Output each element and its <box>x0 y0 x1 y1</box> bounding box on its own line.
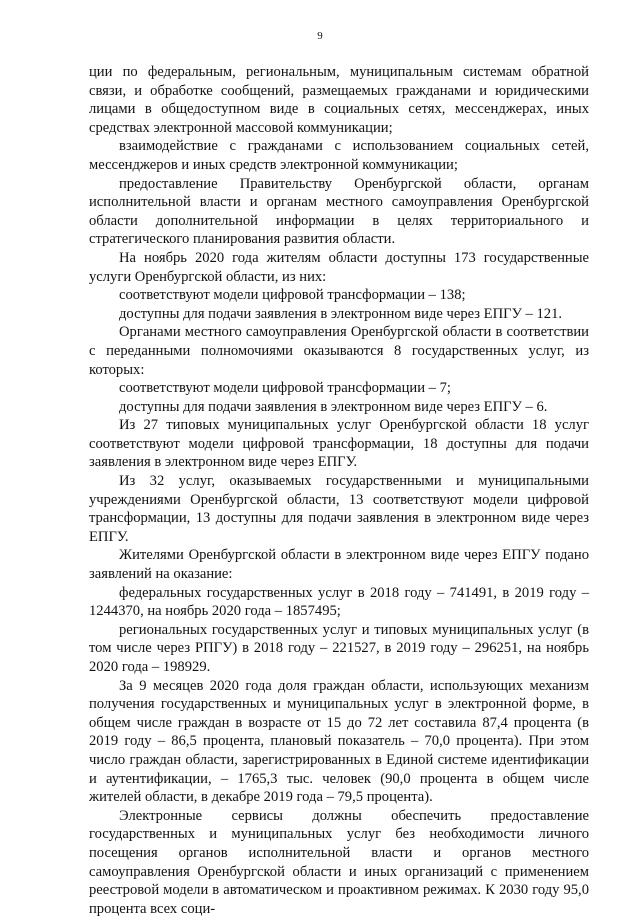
paragraph: Электронные сервисы должны обеспечить предоставление государственных и муниципальных услуг без необходимости личного посещения органов исполнительной власти и органов местного самоуправления Оренбургской области и иных организаций с применением реестровой модели в автоматическом и проактивном режимах. К 2030 году 95,0 процента всех соци- <box>89 807 589 917</box>
paragraph-list-item: доступны для подачи заявления в электронном виде через ЕПГУ – 121. <box>119 305 563 322</box>
paragraph-list-item: федеральных государственных услуг в 2018 году – 741491, в 2019 году – 1244370, на ноябрь 2020 года – 1857495; <box>89 584 589 620</box>
paragraph: За 9 месяцев 2020 года доля граждан области, использующих механизм получения государственных и муниципальных услуг в электронной форме, в общем числе граждан в возрасте от 15 до 72 лет составила 87,4 процента (в 2019 году – 86,5 процента, плановый показатель – 70,0 процента). При этом число граждан области, зарегистрированных в Единой системе идентификации и аутентификации, – 1765,3 тыс. человек (90,0 процента в общем числе жителей области, в декабре 2019 года – 79,5 процента). <box>89 677 589 806</box>
paragraph-list-item: доступны для подачи заявления в электронном виде через ЕПГУ – 6. <box>119 398 548 415</box>
paragraph-list-item: предоставление Правительству Оренбургской области, органам исполнительной власти и органам местного самоуправления Оренбургской области дополнительной информации в целях территориального и стратегического планирования развития области. <box>89 175 589 248</box>
body-text <box>89 63 589 918</box>
paragraph: Органами местного самоуправления Оренбургской области в соответствии с переданными полномочиями оказываются 8 государственных услуг, из которых: <box>89 324 589 378</box>
paragraph-list-item: региональных государственных услуг и типовых муниципальных услуг (в том числе через РПГУ) в 2018 году – 221527, в 2019 году – 296251, на ноябрь 2020 года – 198929. <box>89 621 589 675</box>
paragraph: Из 32 услуг, оказываемых государственными и муниципальными учреждениями Оренбургской области, 13 соответствуют модели цифровой трансформации, 13 доступны для подачи заявления в электронном виде через ЕПГУ. <box>89 473 589 545</box>
paragraph: Жителями Оренбургской области в электронном виде через ЕПГУ подано заявлений на оказание: <box>89 547 589 583</box>
page-number: 9 <box>317 30 323 42</box>
paragraph-list-item: соответствуют модели цифровой трансформации – 138; <box>119 287 466 304</box>
paragraph-list-item: взаимодействие с гражданами с использованием социальных сетей, мессенджеров и иных средств электронной коммуникации; <box>89 138 589 173</box>
paragraph-continuation: ции по федеральным, региональным, муниципальным системам обратной связи, и обработке сообщений, размещаемых гражданами и юридическими лицами в общедоступном виде в социальных сетях, мессенджерах, иных средствах электронной массовой коммуникации; <box>89 64 589 136</box>
paragraph-list-item: соответствуют модели цифровой трансформации – 7; <box>119 380 451 397</box>
paragraph: Из 27 типовых муниципальных услуг Оренбургской области 18 услуг соответствуют модели цифровой трансформации, 18 доступны для подачи заявления в электронном виде через ЕПГУ. <box>89 417 589 471</box>
paragraph: На ноябрь 2020 года жителям области доступны 173 государственные услуги Оренбургской области, из них: <box>89 249 589 285</box>
